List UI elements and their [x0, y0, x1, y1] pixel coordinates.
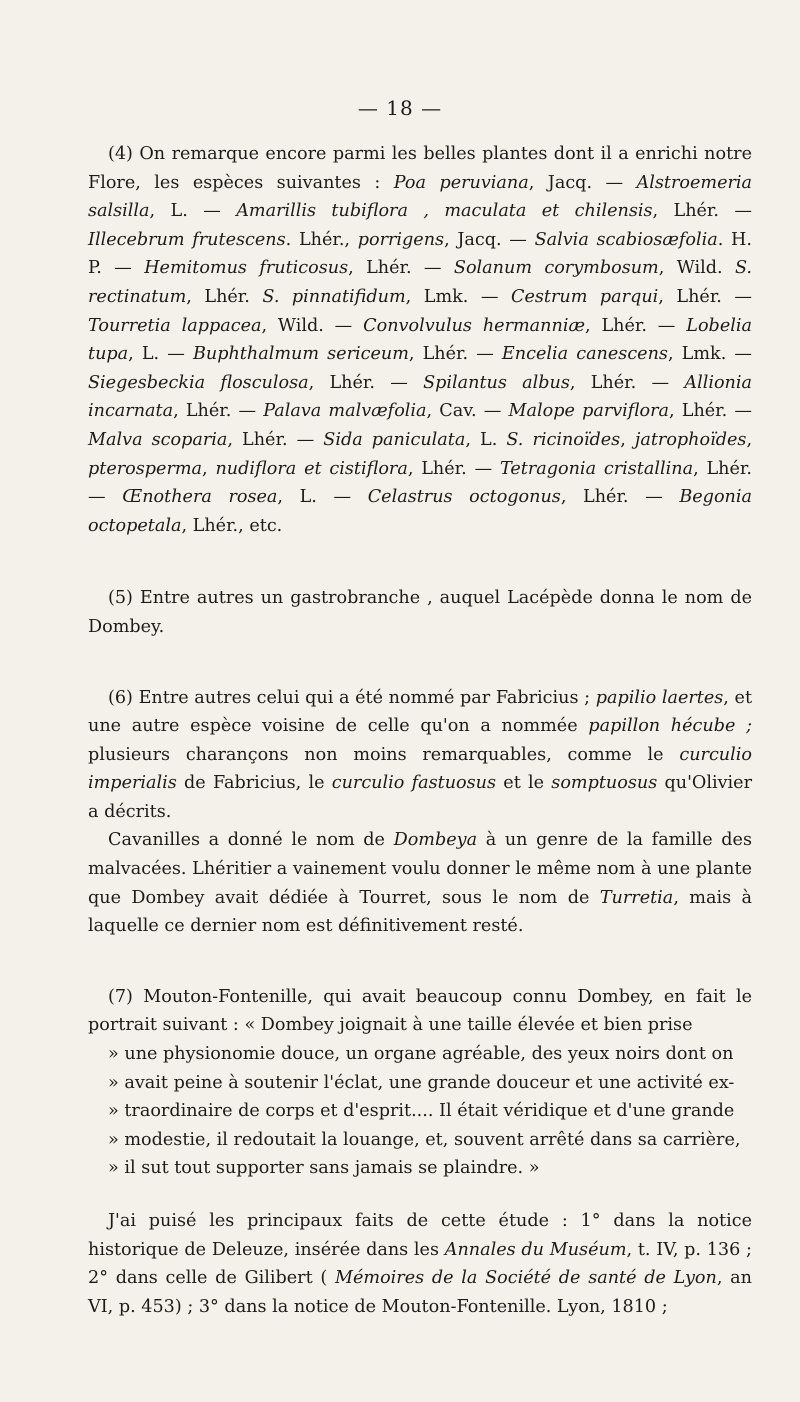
text-run: , Lhér., etc. [181, 515, 283, 536]
text-run: , L. — [149, 201, 237, 222]
text-run: (4) On remarque encore parmi les belles plantes dont il a enrichi notre Flore, les espèces suivantes : [88, 144, 752, 193]
italic-term: Œnothera rosea [122, 487, 278, 508]
text-run: , t. IV, p. 136 ; 2° dans celle de Gilibert ( [88, 1239, 752, 1289]
italic-term: Poa peruviana [393, 172, 529, 193]
page-number: — 18 — [357, 96, 443, 120]
italic-term: Malope parviflora [508, 401, 670, 422]
text-run: . H. P. — [88, 229, 752, 279]
italic-term: Convolvulus hermanniæ [363, 315, 585, 336]
text-run: , L. [465, 429, 507, 450]
italic-term: Hemitomus fruticosus [144, 258, 349, 279]
italic-term: porrigens [357, 229, 445, 250]
italic-term: S. ricinoïdes [506, 429, 621, 450]
text-run: , Lhér. — [173, 401, 264, 422]
text-run: , Lhér. — [652, 201, 752, 222]
italic-term: Begonia octopetala [88, 487, 752, 536]
italic-term: nudiflora et cistiflora [215, 458, 408, 479]
italic-term: papillon hécube ; [588, 716, 752, 737]
italic-term: curculio imperialis [88, 744, 752, 794]
italic-term: papilio laertes [595, 687, 724, 708]
text-run: , Wild. — [261, 315, 364, 336]
text-run: plusieurs charançons non moins remarquables, comme le [88, 744, 680, 765]
text-run: , mais à laquelle ce dernier nom est définitivement resté. [88, 887, 752, 937]
text-run: , Lmk. — [667, 344, 752, 365]
italic-term: pterosperma [88, 458, 203, 479]
italic-term: Turretia [599, 887, 674, 908]
text-run: , et une autre espèce voisine de celle qu'on a nommée [88, 687, 753, 737]
footnote-6 [88, 684, 752, 827]
footnote-7 [88, 983, 752, 1183]
italic-term: Lobelia tupa [88, 315, 752, 365]
text-run: , Lhér. — [408, 344, 502, 365]
quote-line: » traordinaire de corps et d'esprit.... Il était véridique et d'une grande [108, 1101, 735, 1122]
quote-line: » modestie, il redoutait la louange, et, souvent arrêté dans sa carrière, [108, 1129, 741, 1150]
italic-term: Alstroemeria salsilla [88, 172, 753, 222]
text-run: , Lhér. [186, 286, 263, 307]
text-run: , Lhér. — [348, 258, 454, 279]
text-run: (6) Entre autres celui qui a été nommé par Fabricius ; [108, 687, 596, 708]
text-run: de Fabricius, le [176, 773, 332, 794]
text-run: , Lhér. — [560, 487, 680, 508]
italic-term: Encelia canescens [501, 344, 668, 365]
text-run: , Jacq. — [444, 229, 535, 250]
italic-term: Solanum corymbosum [453, 258, 659, 279]
italic-term: Allionia incarnata [88, 372, 752, 422]
text-run: à un genre de la famille des malvacées. Lhéritier a vainement voulu donner le même nom à une plante que Dombey avait dédiée à Tourret, sous le nom de [88, 830, 752, 908]
italic-term: Malva scoparia [88, 429, 228, 450]
italic-term: Siegesbeckia flosculosa [88, 372, 309, 393]
italic-term: jatrophoïdes [634, 429, 747, 450]
quote-line: » une physionomie douce, un organe agréable, des yeux noirs dont on [108, 1044, 734, 1065]
italic-term: Illecebrum frutescens [88, 229, 286, 250]
italic-term: Celastrus octogonus [367, 487, 561, 508]
text-run: qu'Olivier a décrits. [88, 773, 752, 822]
text-run: , Lhér. — [308, 372, 424, 393]
text-run: , Lhér. — [569, 372, 685, 393]
text-run: et le [496, 773, 552, 794]
italic-term: Amarillis tubiflora , maculata et chilensis [236, 201, 653, 222]
italic-term: Mémoires de la Société de santé de Lyon [334, 1268, 717, 1289]
text-run: J'ai puisé les principaux faits de cette étude : 1° dans la notice historique de Deleuze, insérée dans les [88, 1211, 752, 1260]
text-run: (5) Entre autres un gastrobranche , auquel Lacépède donna le nom de Dombey. [88, 588, 752, 637]
text-run: Cavanilles a donné le nom de [108, 830, 394, 851]
text-run: , an VI, p. 453) ; 3° dans la notice de Mouton-Fontenille. Lyon, 1810 ; [88, 1268, 752, 1317]
italic-term: Annales du Muséum [444, 1239, 627, 1260]
italic-term: Spilantus albus [423, 372, 570, 393]
text-run: , [620, 429, 635, 450]
text-run: , Lmk. — [405, 286, 511, 307]
text-run: , Lhér. — [584, 315, 687, 336]
italic-term: somptuosus [551, 773, 658, 794]
italic-term: Tetragonia cristallina [500, 458, 694, 479]
quote-line: » il sut tout supporter sans jamais se plaindre. » [108, 1158, 540, 1179]
text-run: , Lhér. — [88, 458, 752, 508]
italic-term: Tourretia lappacea [88, 315, 262, 336]
footnote-7-intro: (7) Mouton-Fontenille, qui avait beaucoup connu Dombey, en fait le portrait suivant : « Dombey joignait à une taille élevée et bien prise [88, 986, 752, 1036]
text-run: , Lhér. — [658, 286, 752, 307]
text-run: , Cav. — [426, 401, 509, 422]
text-run: , L. — [277, 487, 368, 508]
paragraph-cavanilles [88, 826, 752, 940]
italic-term: Sida paniculata [323, 429, 466, 450]
italic-term: Buphthalmum sericeum [192, 344, 409, 365]
text-run: , Wild. [658, 258, 735, 279]
italic-term: Palava malvæfolia [263, 401, 427, 422]
footnote-5 [88, 584, 752, 641]
text-run: , [202, 458, 216, 479]
italic-term: S. pinnatifidum [262, 286, 406, 307]
italic-term: Salvia scabiosæfolia [534, 229, 718, 250]
italic-term: Dombeya [393, 830, 478, 851]
footnotes-body [88, 140, 752, 1321]
footnote-4 [88, 140, 752, 540]
text-run: , Jacq. — [528, 172, 637, 193]
paragraph-sources [88, 1207, 752, 1321]
text-run: , Lhér. — [227, 429, 324, 450]
italic-term: S. rectinatum [88, 258, 752, 307]
text-run: , [746, 429, 753, 450]
text-run: . Lhér., [285, 229, 358, 250]
text-run: , Lhér. — [407, 458, 500, 479]
italic-term: Cestrum parqui [511, 286, 659, 307]
italic-term: curculio fastuosus [331, 773, 497, 794]
text-run: , Lhér. — [669, 401, 752, 422]
quote-line: » avait peine à soutenir l'éclat, une grande douceur et une activité ex- [108, 1072, 735, 1093]
text-run: , L. — [128, 344, 193, 365]
